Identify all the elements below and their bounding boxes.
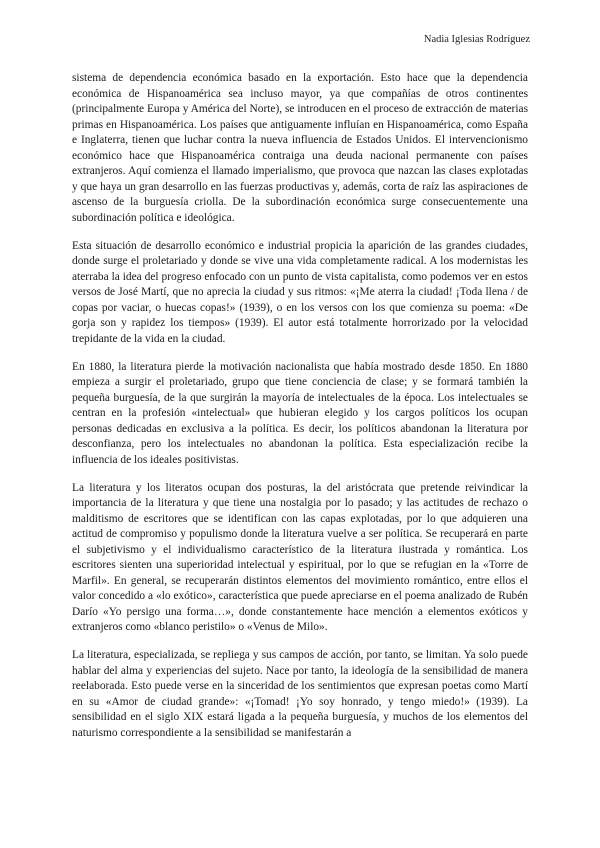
document-body — [72, 71, 528, 754]
page-header-author: Nadia Iglesias Rodríguez — [423, 34, 530, 45]
paragraph: En 1880, la literatura pierde la motivación nacionalista que había mostrado desde 1850. En 1880 empieza a surgir el proletariado, grupo que tiene conciencia de clase; y se formará también la pequeña burguesía, de la que surgirán la mayoría de intelectuales de la época. Los intelectuales se centran en la profesión «intelectual» que hubieran elegido y los cargos políticos los ocupan personas dedicadas en exclusiva a la política. Es decir, los políticos abandonan la literatura por desconfianza, pero los intelectuales no abandonan la política. Esta especialización recibe la influencia de los ideales positivistas. — [72, 360, 528, 466]
paragraph: La literatura, especializada, se repliega y sus campos de acción, por tanto, se limitan. Ya solo puede hablar del alma y experiencias del sujeto. Nace por tanto, la ideología de la sensibilidad de manera reelaborada. Esto puede verse en la sinceridad de los sentimientos que expresan poetas como Martí en su «Amor de ciudad grande»: «¡Tomad! ¡Yo soy honrado, y tengo miedo!» (1939). La sensibilidad en el siglo XIX estará ligada a la pequeña burguesía, y muchos de los elementos del naturismo correspondiente a la sensibilidad se manifestarán a — [72, 649, 528, 739]
paragraph: Esta situación de desarrollo económico e industrial propicia la aparición de las grandes ciudades, donde surge el proletariado y donde se vive una vida completamente radical. A los modernistas les aterraba la idea del progreso enfocado con un punto de vista capitalista, como podemos ver en estos versos de José Martí, que no aprecia la ciudad y sus ritmos: «¡Me aterra la ciudad! ¡Toda llena / de copas por vaciar, o huecas copas!» (1939), o en los versos con los que comienza su poema: «De gorja son y rapidez los tiempos» (1939). El autor está totalmente horrorizado por la velocidad trepidante de la vida en la ciudad. — [72, 239, 528, 345]
paragraph: La literatura y los literatos ocupan dos posturas, la del aristócrata que pretende reivindicar la importancia de la literatura y que tiene una nostalgia por lo pasado; y las actitudes de rechazo o malditismo de escritores que se identifican con las capas explotadas, por lo que adquieren una actitud de compromiso y populismo donde la literatura vuelve a ser política. Se recuperará en parte el subjetivismo y el individualismo característico de la literatura ilustrada y romántica. Los escritores sienten una superioridad intelectual y espiritual, por lo que se refugian en la «Torre de Marfil». En general, se recuperarán distintos elementos del movimiento romántico, entre ellos el valor concedido a «lo exótico», característica que puede apreciarse en el poema analizado de Rubén Darío «Yo persigo una forma…», donde constantemente hace mención a elementos exóticos y extranjeros como «blanco peristilo» o «Venus de Milo». — [72, 481, 528, 633]
paragraph: sistema de dependencia económica basado en la exportación. Esto hace que la dependencia económica de Hispanoamérica sea incluso mayor, ya que compañías de otros continentes (principalmente Europa y América del Norte), se introducen en el proceso de extracción de materias primas en Hispanoamérica. Los países que antiguamente influían en Hispanoamérica, como España e Inglaterra, tienen que luchar contra la nueva influencia de Estados Unidos. El intervencionismo económico hace que Hispanoamérica contraiga una deuda nacional permanente con países extranjeros. Aquí comienza el llamado imperialismo, que provoca que nazcan las clases explotadas y que haya un gran desarrollo en las fuerzas productivas y, además, corta de raíz las aspiraciones de ascenso de la burguesía criolla. De la subordinación económica surge consecuentemente una subordinación política e ideológica. — [72, 72, 528, 224]
